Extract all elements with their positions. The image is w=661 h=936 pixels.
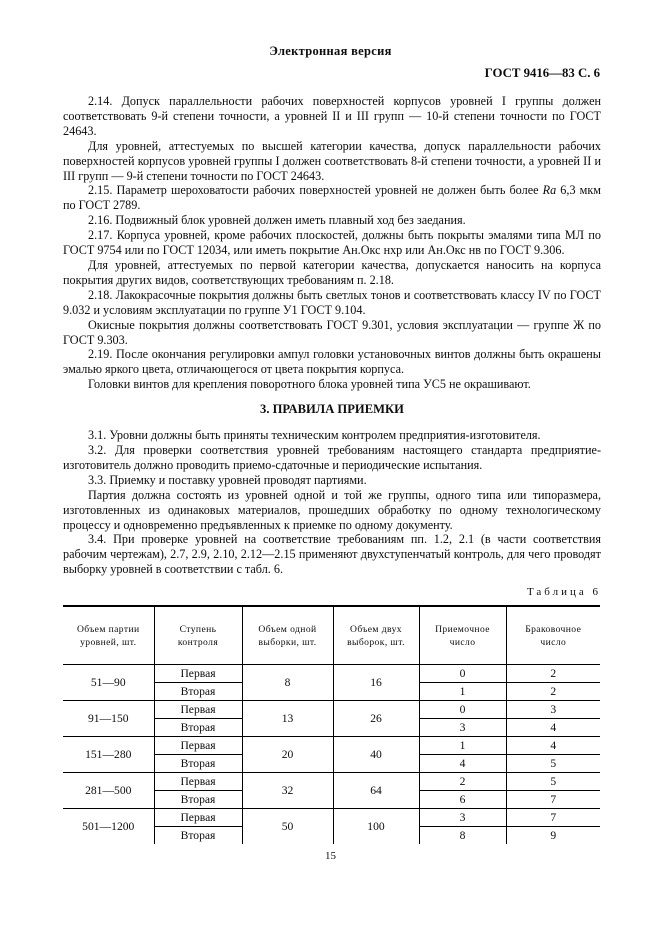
cell-accept: 6	[419, 791, 506, 809]
cell-step: Вторая	[154, 755, 242, 773]
document-body	[63, 94, 601, 844]
paragraph-3-2: 3.2. Для проверки соответствия уровней требованиям настоящего стандарта предприятие-изготовитель должно проводить приемо-сдаточные и периодические испытания.	[63, 443, 601, 472]
cell-one-sample: 32	[242, 773, 333, 809]
ra-symbol: Ra	[542, 183, 557, 198]
cell-two-samples: 16	[333, 665, 419, 701]
cell-two-samples: 64	[333, 773, 419, 809]
cell-accept: 3	[419, 719, 506, 737]
table-row	[63, 701, 600, 719]
cell-reject: 4	[506, 737, 600, 755]
cell-one-sample: 20	[242, 737, 333, 773]
header-two-samples-volume: Объем двух выборок, шт.	[333, 606, 419, 665]
cell-batch-range: 501—1200	[63, 809, 154, 845]
cell-reject: 3	[506, 701, 600, 719]
cell-batch-range: 91—150	[63, 701, 154, 737]
table-header-row	[63, 606, 600, 665]
paragraph-2-14: 2.14. Допуск параллельности рабочих поверхностей корпусов уровней I группы должен соответствовать 9-й степени точности, а уровней II и III групп — 10-й степени точности по ГОСТ 24643.	[63, 94, 601, 138]
section-3-heading: 3. ПРАВИЛА ПРИЕМКИ	[260, 402, 404, 417]
cell-step: Первая	[154, 665, 242, 683]
cell-step: Первая	[154, 773, 242, 791]
cell-two-samples: 100	[333, 809, 419, 845]
cell-accept: 4	[419, 755, 506, 773]
paragraph-2-18-note: Окисные покрытия должны соответствовать ГОСТ 9.301, условия эксплуатации — группе Ж по ГОСТ 9.303.	[63, 317, 601, 347]
cell-one-sample: 8	[242, 665, 333, 701]
cell-reject: 5	[506, 773, 600, 791]
cell-accept: 1	[419, 737, 506, 755]
cell-accept: 8	[419, 827, 506, 845]
cell-reject: 2	[506, 665, 600, 683]
cell-step: Первая	[154, 701, 242, 719]
cell-batch-range: 51—90	[63, 665, 154, 701]
paragraph-3-3-note: Партия должна состоять из уровней одной и той же группы, одного типа или типоразмера, изготовленных из одинаковых материалов, прошедших обработку по одному технологическому процессу и одновременно предъявленных к приемке по одному документу.	[63, 487, 601, 532]
electronic-version-label: Электронная версия	[269, 44, 392, 58]
cell-step: Вторая	[154, 719, 242, 737]
paragraph-2-17: 2.17. Корпуса уровней, кроме рабочих плоскостей, должны быть покрыты эмалями типа МЛ по ГОСТ 9754 или по ГОСТ 12034, или иметь покрытие Ан.Окс нхр или Ан.Окс нв по ГОСТ 9.306.	[63, 228, 601, 258]
acceptance-sampling-table	[63, 605, 600, 844]
cell-one-sample: 13	[242, 701, 333, 737]
cell-reject: 9	[506, 827, 600, 845]
table-caption: Таблица 6	[526, 586, 601, 599]
paragraph-2-16: 2.16. Подвижный блок уровней должен иметь плавный ход без заедания.	[88, 213, 466, 228]
document-code: ГОСТ 9416—83 С. 6	[484, 66, 600, 80]
paragraph-3-4: 3.4. При проверке уровней на соответствие требованиям пп. 1.2, 2.1 (в части соответствия рабочим чертежам), 2.7, 2.9, 2.10, 2.12—2.15 применяют двухступенчатый контроль, для чего проводят выборку уровней в соответствии с табл. 6.	[63, 532, 601, 577]
cell-batch-range: 151—280	[63, 737, 154, 773]
paragraph-2-15-text: 2.15. Параметр шероховатости рабочих поверхностей уровней не должен быть более	[88, 183, 543, 198]
paragraph-2-17-note: Для уровней, аттестуемых по первой категории качества, допускается наносить на корпуса покрытия других видов, соответствующих требованиям п. 2.18.	[63, 257, 601, 287]
paragraph-2-15-tail: 6,3 мкм по ГОСТ 2789.	[63, 183, 601, 213]
paragraph-2-19: 2.19. После окончания регулировки ампул головки установочных винтов должны быть окрашены эмалью яркого цвета, отличающегося от цвета покрытия корпуса.	[63, 347, 601, 377]
header-one-sample-volume: Объем одной выборки, шт.	[242, 606, 333, 665]
page-number: 15	[325, 850, 336, 862]
cell-accept: 0	[419, 665, 506, 683]
cell-step: Первая	[154, 737, 242, 755]
cell-accept: 2	[419, 773, 506, 791]
cell-reject: 2	[506, 683, 600, 701]
header-rejection-number: Браковочное число	[506, 606, 600, 665]
cell-batch-range: 281—500	[63, 773, 154, 809]
cell-reject: 7	[506, 809, 600, 827]
cell-step: Вторая	[154, 791, 242, 809]
paragraph-2-15	[63, 183, 601, 213]
cell-accept: 3	[419, 809, 506, 827]
header-acceptance-number: Приемочное число	[419, 606, 506, 665]
cell-reject: 4	[506, 719, 600, 737]
table-row	[63, 737, 600, 755]
paragraph-2-19-note: Головки винтов для крепления поворотного блока уровней типа УС5 не окрашивают.	[88, 377, 531, 392]
cell-two-samples: 40	[333, 737, 419, 773]
cell-two-samples: 26	[333, 701, 419, 737]
table-row	[63, 665, 600, 683]
cell-step: Вторая	[154, 827, 242, 845]
cell-reject: 5	[506, 755, 600, 773]
cell-one-sample: 50	[242, 809, 333, 845]
header-batch-volume: Объем партии уровней, шт.	[63, 606, 154, 665]
paragraph-3-3: 3.3. Приемку и поставку уровней проводят партиями.	[88, 472, 367, 487]
cell-reject: 7	[506, 791, 600, 809]
cell-step: Первая	[154, 809, 242, 827]
table-row	[63, 773, 600, 791]
cell-accept: 1	[419, 683, 506, 701]
table-row	[63, 809, 600, 827]
paragraph-2-14-note: Для уровней, аттестуемых по высшей категории качества, допуск параллельности рабочих поверхностей корпусов уровней группы I должен соответствовать 8-й степени точности, а уровней II и III групп — 9-й степени точности по ГОСТ 24643.	[63, 138, 601, 183]
cell-accept: 0	[419, 701, 506, 719]
paragraph-2-18: 2.18. Лакокрасочные покрытия должны быть светлых тонов и соответствовать классу IV по ГОСТ 9.032 и условиям эксплуатации по группе У1 ГОСТ 9.104.	[63, 287, 601, 317]
paragraph-3-1: 3.1. Уровни должны быть приняты техническим контролем предприятия-изготовителя.	[88, 428, 541, 443]
header-control-step: Ступень контроля	[154, 606, 242, 665]
cell-step: Вторая	[154, 683, 242, 701]
